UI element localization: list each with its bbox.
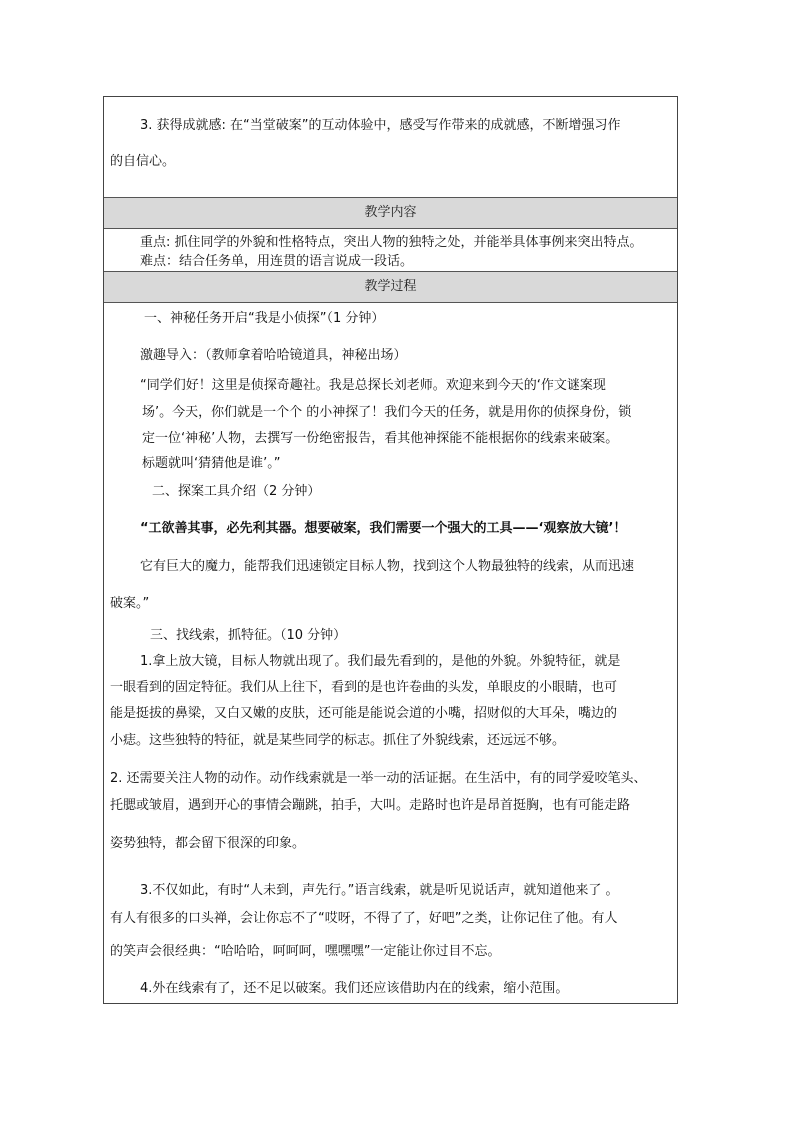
part3-title: 三、找线索，抓特征。（10 分钟）	[150, 628, 347, 643]
p3-line3: 的笑声会很经典：“哈哈哈，呵呵呵，嘿嘿嘿”一定能让你过目不忘。	[110, 944, 501, 959]
p1-line4: 小痣。这些独特的特征，就是某些同学的标志。抓住了外貌线索，还远远不够。	[110, 733, 566, 748]
content-header-text: 教学内容	[364, 205, 417, 220]
p2-line1: 2. 还需要关注人物的动作。动作线索就是一举一动的活证据。在生活中，有的同学爱咬笔头、	[110, 771, 647, 786]
row-separator	[104, 302, 677, 303]
p1-line3: 能是挺拔的鼻梁，又白又嫩的皮肤，还可能是能说会道的小嘴，招财似的大耳朵，嘴边的	[110, 706, 618, 721]
part1-title: 一、神秘任务开启“我是小侦探”（1 分钟）	[144, 311, 385, 326]
quote2-line3: 破案。”	[110, 596, 150, 611]
quote2-line2: 它有巨大的魔力，能帮我们迅速锁定目标人物，找到这个人物最独特的线索，从而迅速	[140, 559, 635, 574]
p1-line2: 一眼看到的固定特征。我们从上往下，看到的是也许卷曲的头发，单眼皮的小眼睛，也可	[110, 680, 618, 695]
quote1-line1: “同学们好！这里是侦探奇趣社。我是总探长刘老师。欢迎来到今天的‘作文谜案现	[140, 378, 606, 393]
key-point: 重点: 抓住同学的外貌和性格特点，突出人物的独特之处，并能举具体事例来突出特点。	[140, 235, 643, 250]
part2-title: 二、探案工具介绍（2 分钟）	[152, 484, 321, 499]
quote1-line2: 场’。今天，你们就是一个个 的小神探了！我们今天的任务，就是用你的侦探身份，锁	[142, 405, 632, 420]
quote2-line1: “工欲善其事，必先利其器。想要破案，我们需要一个强大的工具——‘观察放大镜’！	[140, 521, 627, 536]
p3-line1: 3.不仅如此，有时“人未到，声先行。”语言线索，就是听见说话声，就知道他来了 。	[140, 883, 619, 898]
goal-line-1: 3. 获得成就感: 在“当堂破案”的互动体验中，感受写作带来的成就感，不断增强习作	[140, 118, 621, 133]
p4-line1: 4.外在线索有了，还不足以破案。我们还应该借助内在的线索，缩小范围。	[140, 981, 569, 996]
row-separator	[104, 228, 677, 229]
p1-line1: 1.拿上放大镜，目标人物就出现了。我们最先看到的，是他的外貌。外貌特征，就是	[140, 654, 621, 669]
process-header-text: 教学过程	[364, 279, 417, 294]
p3-line2: 有人有很多的口头禅，会让你忘不了“哎呀，不得了了，好吧”之类，让你记住了他。有人	[110, 911, 618, 926]
quote1-line4: 标题就叫‘猜猜他是谁’。”	[142, 456, 281, 471]
intro-label: 激趣导入：（教师拿着哈哈镜道具，神秘出场）	[140, 348, 407, 363]
content-header	[104, 198, 677, 228]
goal-line-2: 的自信心。	[110, 154, 176, 169]
p2-line3: 姿势独特，都会留下很深的印象。	[110, 836, 306, 851]
quote1-line3: 定一位‘神秘’人物，去撰写一份绝密报告，看其他神探能不能根据你的线索来破案。	[142, 431, 619, 446]
process-header	[104, 272, 677, 302]
difficult-point: 难点：结合任务单，用连贯的语言说成一段话。	[140, 254, 414, 269]
p2-line2: 托腮或皱眉，遇到开心的事情会蹦跳，拍手，大叫。走路时也许是昂首挺胸，也有可能走路	[110, 798, 631, 813]
lesson-plan-table	[103, 96, 678, 1004]
